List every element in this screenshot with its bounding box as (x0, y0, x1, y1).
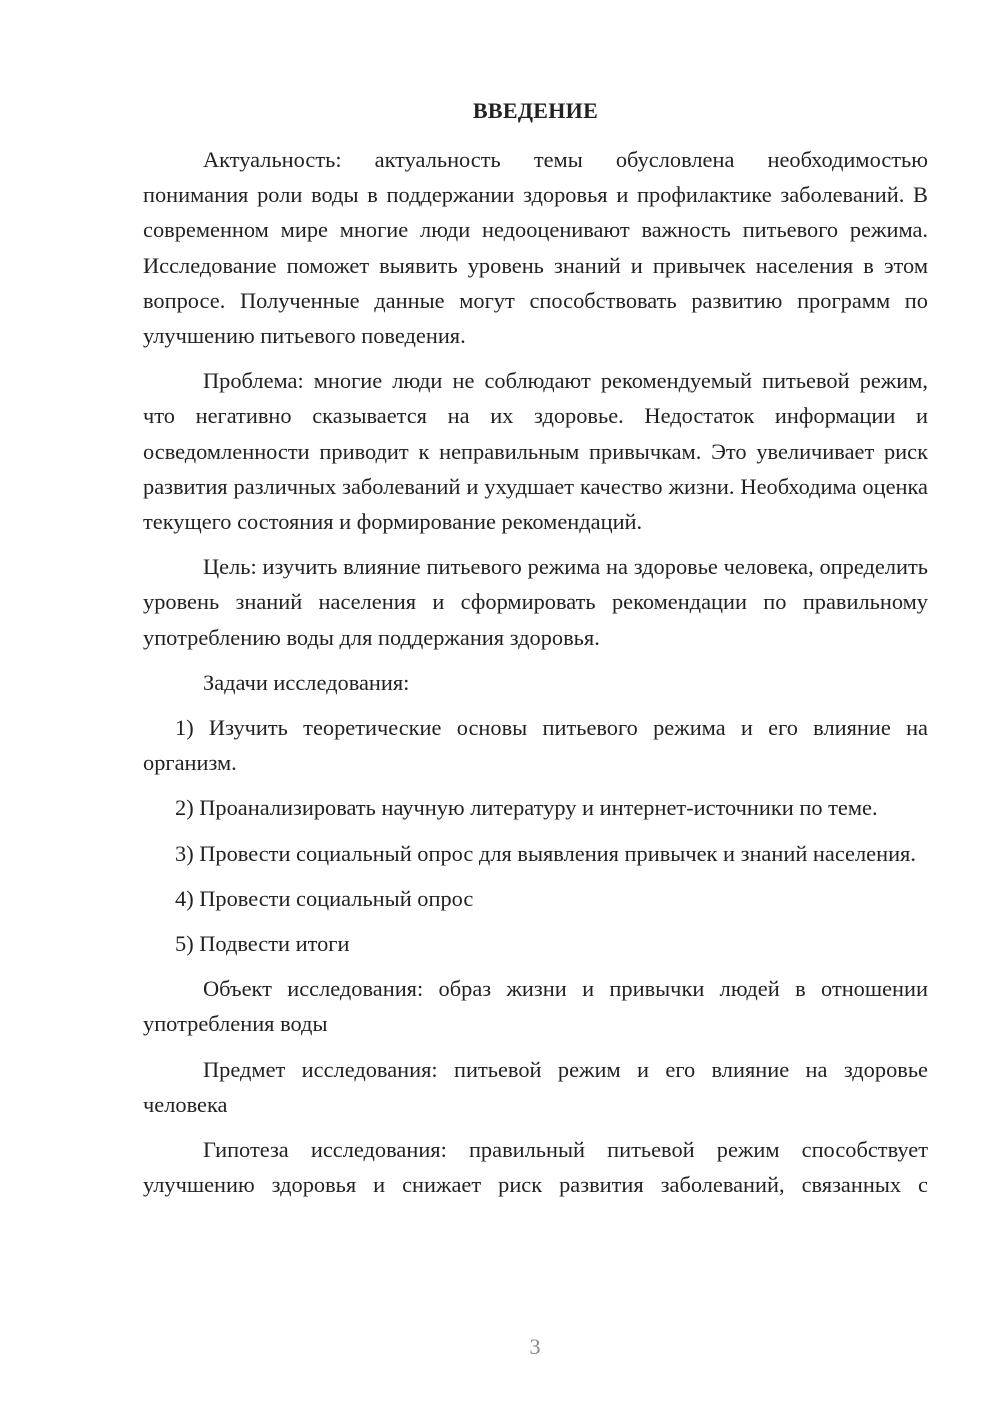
task-item-1: 1) Изучить теоретические основы питьевого режима и его влияние на организм. (143, 715, 928, 776)
paragraph-object: Объект исследования: образ жизни и привычки людей в отношении употребления воды (143, 976, 928, 1037)
paragraph-relevance: Актуальность: актуальность темы обусловлена необходимостью понимания роли воды в поддержании здоровья и профилактике заболеваний. В современном мире многие люди недооценивают важность питьевого режима. Исследование поможет выявить уровень знаний и привычек населения в этом вопросе. Полученные данные могут способствовать развитию программ по улучшению питьевого поведения. (143, 147, 928, 349)
page-number: 3 (529, 1334, 541, 1359)
paragraph-problem: Проблема: многие люди не соблюдают рекомендуемый питьевой режим, что негативно сказывается на их здоровье. Недостаток информации и осведомленности приводит к неправильным привычкам. Это увеличивает риск развития различных заболеваний и ухудшает качество жизни. Необходима оценка текущего состояния и формирование рекомендаций. (143, 368, 928, 535)
document-title: ВВЕДЕНИЕ (472, 98, 599, 123)
paragraph-hypothesis: Гипотеза исследования: правильный питьевой режим способствует улучшению здоровья и снижает риск развития заболеваний, связанных с (143, 1137, 928, 1198)
task-item-3: 3) Провести социальный опрос для выявления привычек и знаний населения. (175, 840, 916, 866)
task-item-5: 5) Подвести итоги (175, 931, 350, 957)
document-body (143, 142, 928, 1212)
paragraph-subject: Предмет исследования: питьевой режим и его влияние на здоровье человека (143, 1056, 928, 1117)
task-item-4: 4) Провести социальный опрос (175, 885, 474, 911)
tasks-heading: Задачи исследования: (203, 669, 410, 695)
task-item-2: 2) Проанализировать научную литературу и интернет-источники по теме. (175, 795, 878, 821)
paragraph-goal: Цель: изучить влияние питьевого режима на здоровье человека, определить уровень знаний населения и сформировать рекомендации по правильному употреблению воды для поддержания здоровья. (143, 554, 928, 650)
